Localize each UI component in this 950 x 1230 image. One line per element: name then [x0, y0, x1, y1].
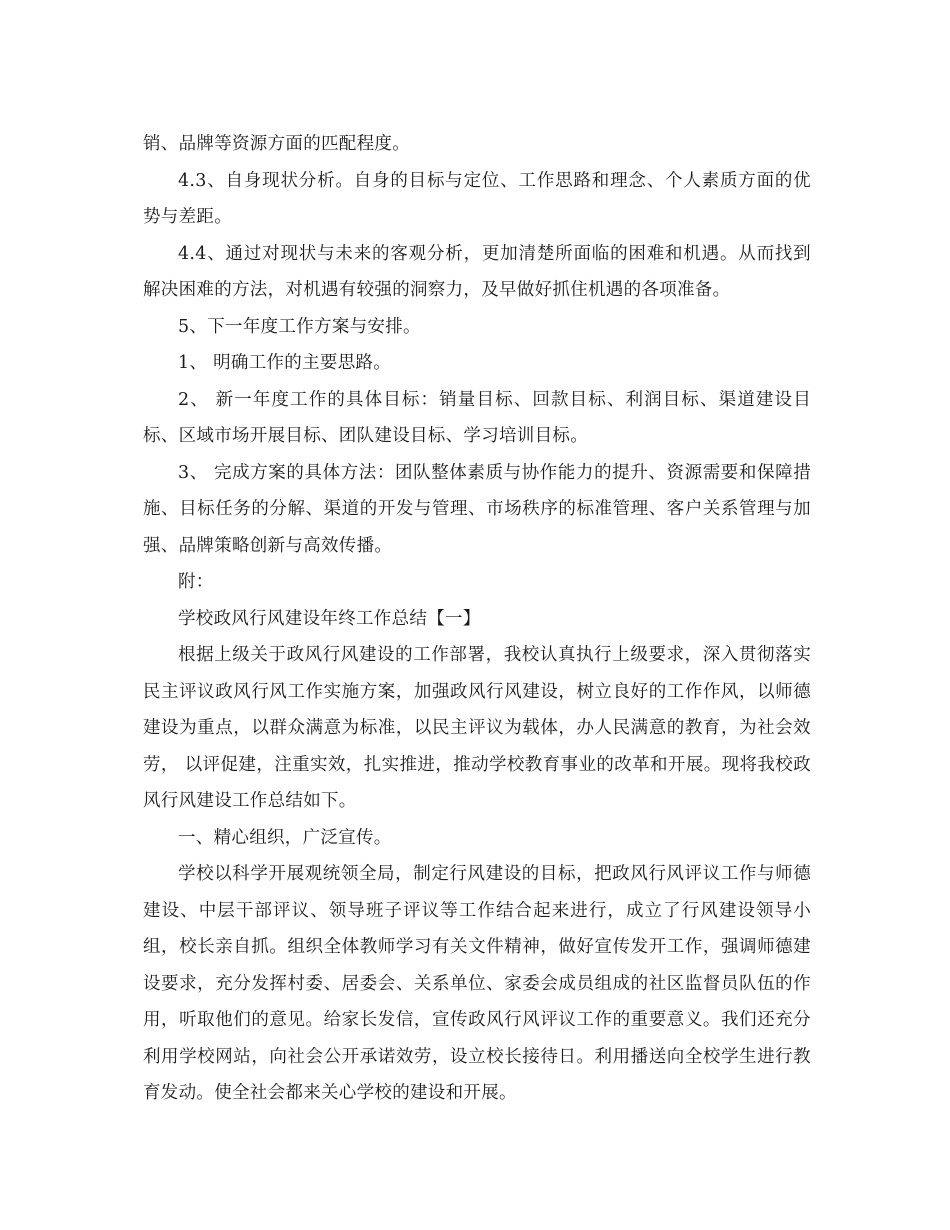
paragraph-6: 2、 新一年度工作的具体目标：销量目标、回款目标、利润目标、渠道建设目标、区域市场开展目标、团队建设目标、学习培训目标。	[143, 389, 811, 446]
document-body	[143, 126, 811, 1112]
paragraph-4: 5、下一年度工作方案与安排。	[178, 316, 421, 337]
paragraph-10: 根据上级关于政风行风建设的工作部署，我校认真执行上级要求，深入贯彻落实民主评议政风行风工作实施方案，加强政风行风建设，树立良好的工作作风，以师德建设为重点，以群众满意为标准，以民主评议为载体，办人民满意的教育，为社会效劳， 以评促建，注重实效，扎实推进，推动学校教育事业的改革和开展。现将我校政风行风建设工作总结如下。	[143, 645, 811, 811]
section-heading-1: 一、精心组织，广泛宣传。	[178, 827, 392, 848]
paragraph-7: 3、 完成方案的具体方法：团队整体素质与协作能力的提升、资源需要和保障措施、目标任务的分解、渠道的开发与管理、市场秩序的标准管理、客户关系管理与加强、品牌策略创新与高效传播。	[143, 462, 811, 556]
paragraph-2: 4.3、自身现状分析。自身的目标与定位、工作思路和理念、个人素质方面的优势与差距。	[143, 170, 811, 227]
paragraph-8: 附：	[178, 572, 214, 592]
paragraph-1: 销、品牌等资源方面的匹配程度。	[143, 134, 410, 154]
paragraph-5: 1、 明确工作的主要思路。	[178, 353, 392, 373]
paragraph-3: 4.4、通过对现状与未来的客观分析，更加清楚所面临的困难和机遇。从而找到解决困难的方法，对机遇有较强的洞察力，及早做好抓住机遇的各项准备。	[143, 243, 811, 300]
section-title: 学校政风行风建设年终工作总结【一】	[178, 608, 481, 629]
paragraph-12: 学校以科学开展观统领全局，制定行风建设的目标，把政风行风评议工作与师德建设、中层干部评议、领导班子评议等工作结合起来进行，成立了行风建设领导小组，校长亲自抓。组织全体教师学习有关文件精神，做好宣传发开工作，强调师德建设要求，充分发挥村委、居委会、关系单位、家委会成员组成的社区监督员队伍的作用，听取他们的意见。给家长发信，宣传政风行风评议工作的重要意义。我们还充分利用学校网站，向社会公开承诺效劳，设立校长接待日。利用播送向全校学生进行教育发动。使全社会都来关心学校的建设和开展。	[143, 864, 811, 1103]
